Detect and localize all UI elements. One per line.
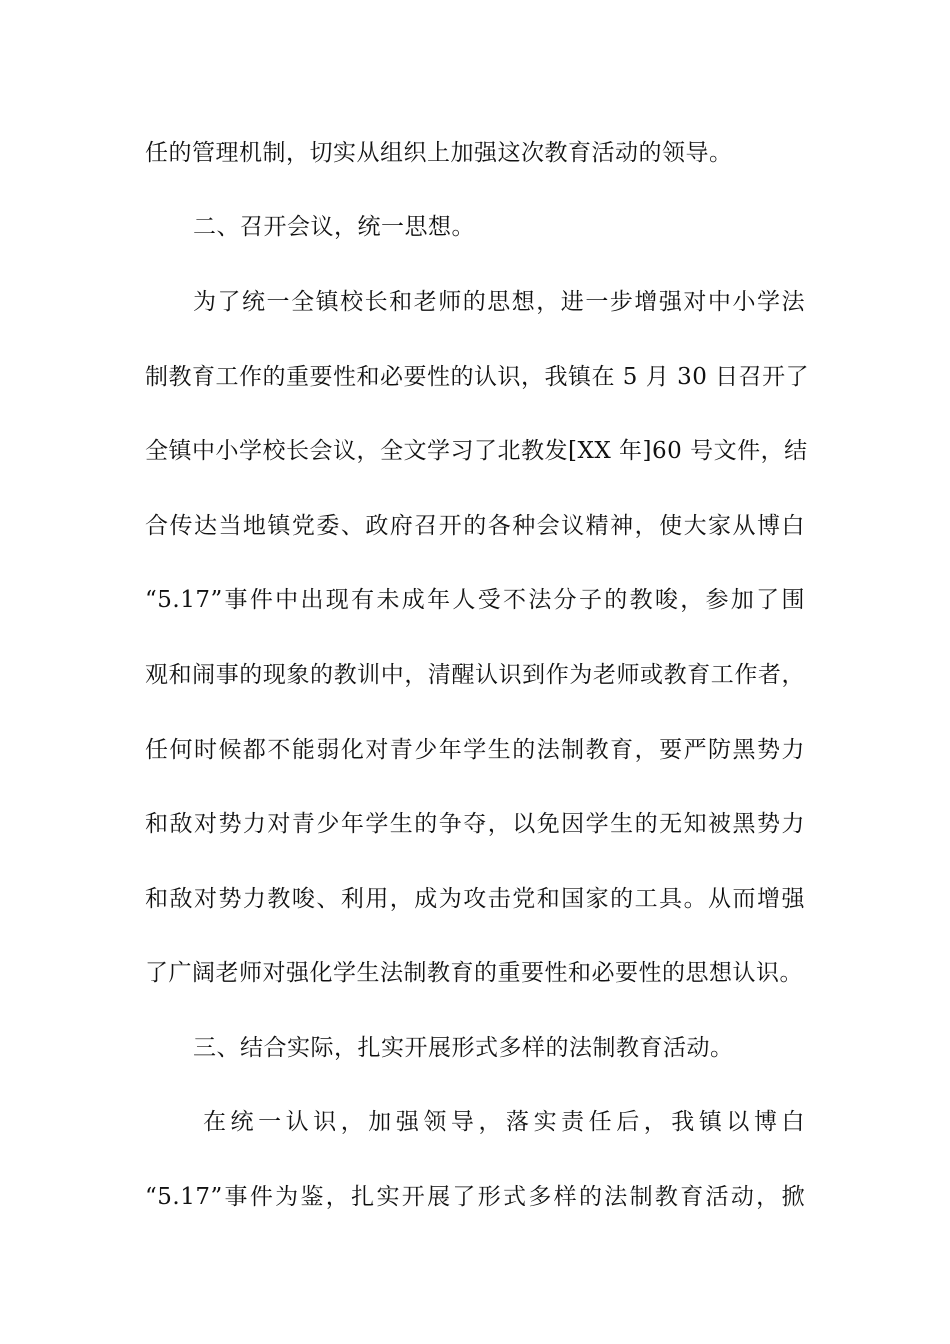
body-line-11: 和敌对势力教唆、利用，成为攻击党和国家的工具。从而增强 xyxy=(145,886,805,912)
body-line-7: “5.17”事件中出现有未成年人受不法分子的教唆，参加了围 xyxy=(145,587,805,613)
body-line-9: 任何时候都不能弱化对青少年学生的法制教育，要严防黑势力 xyxy=(145,737,805,763)
body-line-8: 观和闹事的现象的教训中，清醒认识到作为老师或教育工作者， xyxy=(145,662,805,688)
body-line-5: 全镇中小学校长会议，全文学习了北教发[XX 年]60 号文件，结 xyxy=(145,438,808,464)
body-line-1: 任的管理机制，切实从组织上加强这次教育活动的领导。 xyxy=(145,140,733,166)
section-heading-3: 三、结合实际，扎实开展形式多样的法制教育活动。 xyxy=(193,1035,734,1061)
section-heading-2: 二、召开会议，统一思想。 xyxy=(193,214,475,240)
paragraph-first-line: 为了统一全镇校长和老师的思想，进一步增强对中小学法 xyxy=(193,289,805,315)
paragraph-first-line-2: 在统一认识，加强领导，落实责任后，我镇以博白 xyxy=(203,1109,805,1135)
body-line-10: 和敌对势力对青少年学生的争夺，以免因学生的无知被黑势力 xyxy=(145,811,805,837)
body-line-15: “5.17”事件为鉴，扎实开展了形式多样的法制教育活动，掀 xyxy=(145,1184,805,1210)
body-line-6: 合传达当地镇党委、政府召开的各种会议精神，使大家从博白 xyxy=(145,513,805,539)
body-line-4: 制教育工作的重要性和必要性的认识，我镇在 5 月 30 日召开了 xyxy=(145,364,810,390)
body-line-12: 了广阔老师对强化学生法制教育的重要性和必要性的思想认识。 xyxy=(145,960,803,986)
